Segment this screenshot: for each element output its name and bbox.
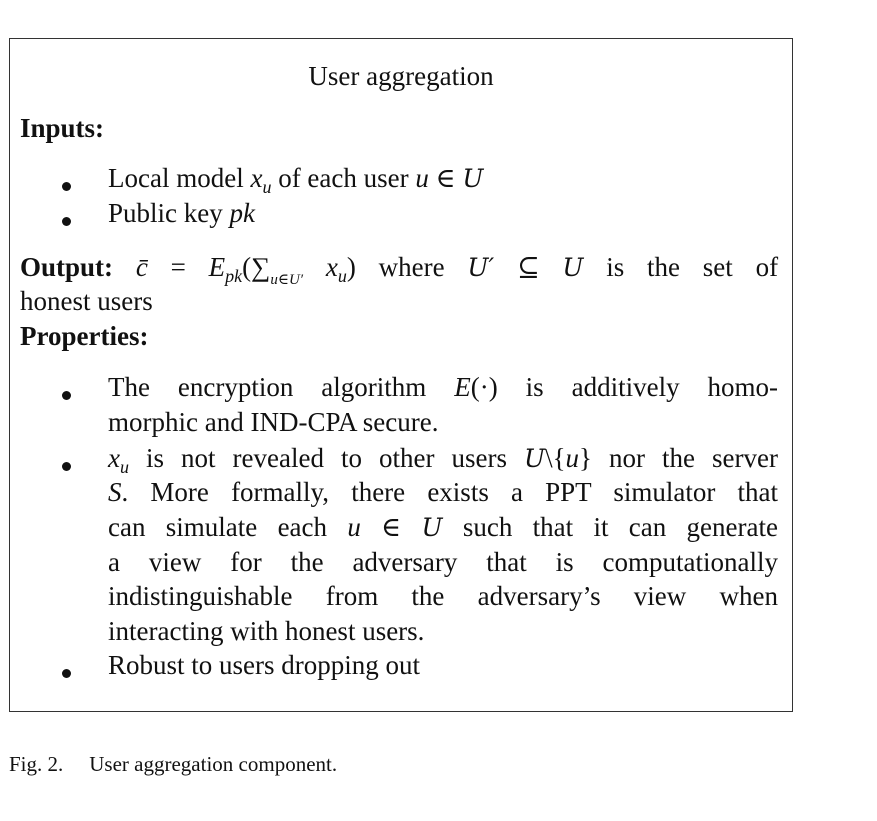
math-sub: u — [119, 457, 129, 477]
text: is the set of — [606, 252, 779, 282]
property-2-line-1 — [108, 443, 778, 478]
math-op: ∈ — [428, 163, 463, 193]
math-op: = — [147, 252, 209, 282]
math-var: u — [415, 163, 429, 193]
math-sub: u — [262, 177, 272, 197]
input-item-public-key — [108, 198, 255, 229]
text: where — [378, 252, 468, 282]
property-2-line-5: indistinguishable from the adversary’s view when — [108, 581, 778, 611]
math-op: ∑ — [251, 252, 271, 282]
output-heading: Output: — [20, 252, 114, 282]
property-3: Robust to users dropping out — [108, 650, 421, 680]
text: of each user — [271, 163, 416, 193]
math-op: ⊆ — [516, 252, 563, 282]
math-var: c̄ — [135, 252, 148, 282]
math-sub: u∈U′ — [270, 272, 304, 288]
math-op: \{ — [545, 443, 566, 473]
math-op: } — [579, 443, 593, 473]
input-item-local-model — [108, 163, 483, 198]
text: Local model — [108, 163, 251, 193]
property-1-line-2: morphic and IND-CPA secure. — [108, 407, 439, 437]
math-var: x — [250, 163, 263, 193]
caption-label: Fig. 2. — [9, 752, 64, 776]
math-set: U — [421, 513, 443, 542]
text: Public key — [108, 198, 230, 228]
math-var: x — [303, 252, 338, 282]
bullet-icon — [62, 462, 71, 471]
math-sub: u — [337, 266, 347, 286]
text: The encryption algorithm — [108, 372, 455, 402]
math-set: U — [562, 253, 584, 282]
math-var: E — [208, 252, 226, 282]
inputs-heading: Inputs: — [20, 113, 105, 143]
math-op: (·) — [470, 372, 498, 402]
math-op: ( — [242, 252, 252, 282]
math-set: U′ — [467, 253, 495, 282]
property-2-line-6: interacting with honest users. — [108, 616, 425, 646]
properties-heading: Properties: — [20, 321, 149, 351]
math-var: pk — [229, 198, 255, 228]
bullet-icon — [62, 669, 71, 678]
bullet-icon — [62, 391, 71, 400]
property-2-line-3 — [108, 512, 778, 543]
math-var: u — [565, 443, 580, 473]
text: can simulate each — [108, 512, 348, 542]
math-set: U — [462, 164, 484, 193]
math-set: U — [524, 444, 546, 473]
text: is additively homo- — [497, 372, 778, 402]
output-line-1 — [20, 252, 778, 289]
math-sub: pk — [225, 266, 243, 286]
figure-caption — [9, 752, 337, 777]
figure-title: User aggregation — [308, 61, 494, 91]
text: nor the server — [592, 443, 778, 473]
property-2-line-4: a view for the adversary that is computationally — [108, 547, 778, 577]
math-var: E — [454, 372, 471, 402]
figure-box — [9, 38, 793, 712]
property-1-line-1 — [108, 372, 778, 403]
math-op: ∈ — [360, 512, 422, 542]
bullet-icon — [62, 217, 71, 226]
math-op: ) — [346, 252, 356, 282]
math-var: u — [347, 512, 361, 542]
math-var: S — [108, 477, 122, 507]
bullet-icon — [62, 182, 71, 191]
text: such that it can generate — [442, 512, 778, 542]
math-var: x — [108, 443, 120, 473]
property-2-line-2 — [108, 477, 778, 508]
caption-text: User aggregation component. — [89, 752, 338, 776]
text: is not revealed to other users — [128, 443, 524, 473]
text: . More formally, there exists a PPT simulator that — [121, 477, 778, 507]
output-line-2: honest users — [20, 286, 153, 316]
